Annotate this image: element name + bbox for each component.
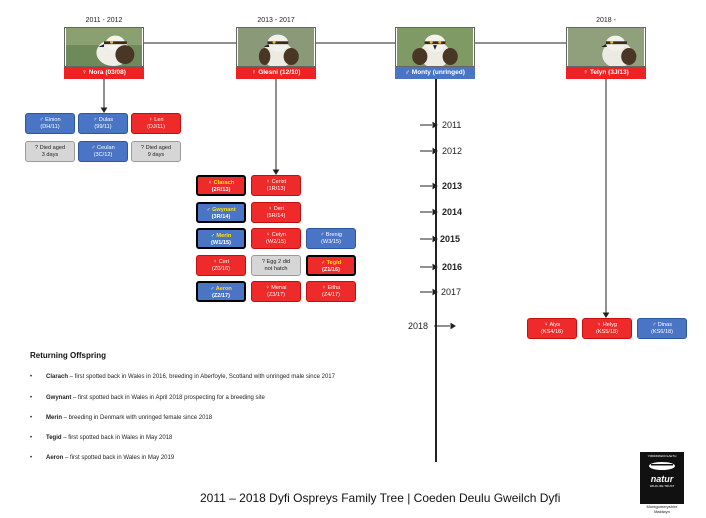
note-text: – first spotted back in Wales in April 2018 prospecting for a breeding site bbox=[71, 395, 265, 401]
chick-aeron bbox=[196, 281, 246, 302]
chick-ring: (W1/15) bbox=[211, 240, 231, 246]
note-name: Tegid bbox=[46, 435, 62, 441]
chick-ring: (2R/13) bbox=[211, 187, 231, 193]
chick-name: Dinas bbox=[657, 322, 673, 328]
chick-menai bbox=[251, 281, 301, 302]
chick-name: Ceulan bbox=[97, 145, 115, 151]
chick-ring: (99/11) bbox=[94, 124, 112, 130]
chick-name: Leri bbox=[154, 117, 164, 123]
chick-name: Menai bbox=[271, 285, 287, 291]
chick-sex: ♀ bbox=[543, 322, 549, 328]
chick-ring: (W3/15) bbox=[321, 239, 341, 245]
chick-name: Merin bbox=[216, 233, 232, 239]
note-text: – first spotted back in Wales in 2016, breeding in Aberfoyle, Scotland with unringed male since 2017 bbox=[68, 374, 335, 380]
logo-caption-line1: Montgomeryshire bbox=[646, 504, 678, 509]
period-glesni: 2013 - 2017 bbox=[257, 17, 295, 24]
chick-name: Dulas bbox=[98, 117, 114, 123]
badger-icon bbox=[647, 460, 677, 470]
chick-ring: 3 days bbox=[41, 152, 59, 158]
chick-name: Deri bbox=[273, 206, 285, 212]
timeline-year-2012: 2012 bbox=[442, 146, 463, 156]
chick-sex: ♀ bbox=[596, 322, 602, 328]
footer-title: 2011 – 2018 Dyfi Ospreys Family Tree | Coeden Deulu Gweilch Dyfi bbox=[200, 491, 561, 505]
note-name: Aeron bbox=[46, 455, 64, 461]
osprey-photo-telyn bbox=[566, 27, 646, 67]
chick-name: Tegid bbox=[326, 260, 342, 266]
bullet: • bbox=[30, 374, 33, 380]
period-telyn: 2018 - bbox=[596, 17, 616, 24]
note-clarach bbox=[30, 374, 335, 380]
osprey-photo-glesni bbox=[236, 27, 316, 67]
logo-word: natur bbox=[650, 474, 674, 484]
chick-ceri bbox=[196, 255, 246, 276]
chick-gwynant bbox=[196, 202, 246, 223]
chick-sex: ♂ bbox=[206, 207, 211, 213]
chick-name: Brenig bbox=[325, 232, 342, 238]
chick-ring: (W2/15) bbox=[266, 239, 286, 245]
chick-eitha bbox=[306, 281, 356, 302]
chick-ring: not hatch bbox=[264, 266, 288, 272]
osprey-photo-nora bbox=[64, 27, 144, 67]
chick-sex: ♀ bbox=[207, 180, 213, 186]
bullet: • bbox=[30, 455, 33, 461]
chick-helyg bbox=[582, 318, 632, 339]
chick-ring: (KS5/18) bbox=[595, 329, 619, 335]
wildlife-trust-logo bbox=[640, 452, 684, 504]
chick-sex: ♀ bbox=[321, 285, 326, 291]
chick-name: Einion bbox=[45, 117, 61, 123]
chick-ring: (1R/13) bbox=[266, 186, 286, 192]
timeline-year-2011: 2011 bbox=[442, 120, 462, 130]
chick-sex: ♂ bbox=[91, 145, 96, 151]
logo-caption-line2: Maldwyn bbox=[654, 509, 670, 514]
chick-sex: ♂ bbox=[92, 117, 98, 123]
chick-name: Eitha bbox=[327, 285, 341, 291]
returning-offspring-heading: Returning Offspring bbox=[30, 351, 106, 360]
chick-ring: (KS6/18) bbox=[650, 329, 674, 335]
note-text: – breeding in Denmark with unringed female since 2018 bbox=[62, 415, 213, 421]
chick-merin bbox=[196, 228, 246, 249]
chick-name: Alys bbox=[549, 322, 561, 328]
chick-sex: ? bbox=[34, 145, 39, 151]
chick-name: Aeron bbox=[215, 286, 232, 292]
bullet: • bbox=[30, 435, 33, 441]
logo-text-top: YMDDIRIEDOLAETH bbox=[647, 454, 677, 458]
chick-sex: ♀ bbox=[265, 285, 270, 291]
chick-sex: ♂ bbox=[320, 232, 325, 238]
chick-name: Gwynant bbox=[212, 207, 236, 213]
chick-ring: (KS4/18) bbox=[540, 329, 564, 335]
chick-alys bbox=[527, 318, 577, 339]
chick-name: Died aged bbox=[145, 145, 172, 151]
note-name: Merin bbox=[46, 415, 63, 421]
chick-name: Clarach bbox=[213, 180, 235, 186]
note-aeron bbox=[30, 455, 174, 461]
note-name: Gwynant bbox=[46, 395, 72, 401]
chick-dinas bbox=[637, 318, 687, 339]
chick-ring: (3C/12) bbox=[93, 152, 113, 158]
chick-ring: (3R/14) bbox=[211, 214, 231, 220]
note-merin bbox=[30, 415, 212, 421]
chick-ring: (DJ/11) bbox=[147, 124, 165, 130]
timeline-year-2014: 2014 bbox=[442, 207, 463, 217]
chick-name: Cerist bbox=[271, 179, 287, 185]
logo-caption bbox=[636, 504, 688, 514]
timeline-year-2018: 2018 bbox=[408, 321, 429, 331]
chick-ring: (Z1/16) bbox=[321, 267, 341, 273]
chick-ring: (Z4/17) bbox=[321, 292, 341, 298]
parent-telyn-label: ♀ Telyn (3J/13) bbox=[566, 67, 646, 79]
osprey-photo-monty bbox=[395, 27, 475, 67]
chick-sex: ♀ bbox=[267, 206, 273, 212]
chick-einion bbox=[25, 113, 75, 134]
chick-tegid bbox=[306, 255, 356, 276]
bullet: • bbox=[30, 415, 33, 421]
logo-text-bottom: WILDLIFE TRUST bbox=[649, 484, 675, 488]
chick-sex: ♂ bbox=[651, 322, 657, 328]
chick-ring: (5R/14) bbox=[266, 213, 286, 219]
chick-dulas bbox=[78, 113, 128, 134]
note-gwynant bbox=[30, 395, 265, 401]
chick-sex: ♀ bbox=[265, 179, 271, 185]
chick-name: Helyg bbox=[602, 322, 618, 328]
period-nora: 2011 - 2012 bbox=[85, 17, 123, 24]
chick-ceulan bbox=[78, 141, 128, 162]
timeline-year-2016: 2016 bbox=[442, 262, 463, 272]
chick-died-3-days bbox=[25, 141, 75, 162]
note-tegid bbox=[30, 435, 172, 441]
chick-sex: ♀ bbox=[265, 232, 271, 238]
chick-sex: ♂ bbox=[320, 260, 326, 266]
chick-leri bbox=[131, 113, 181, 134]
chick-sex: ♀ bbox=[212, 259, 218, 265]
chick-sex: ♂ bbox=[210, 233, 215, 239]
chick-clarach bbox=[196, 175, 246, 196]
chick-ring: (DH/11) bbox=[40, 124, 60, 130]
chick-died-9-days bbox=[131, 141, 181, 162]
note-name: Clarach bbox=[46, 374, 69, 380]
parent-glesni-label: ♀ Glesni (12/10) bbox=[236, 67, 316, 79]
chick-deri bbox=[251, 202, 301, 223]
chick-egg-not-hatched bbox=[251, 255, 301, 276]
parent-nora-label: ♀ Nora (03/08) bbox=[64, 67, 144, 79]
chick-name: Celyn bbox=[271, 232, 287, 238]
chick-sex: ♂ bbox=[210, 286, 215, 292]
chick-brenig bbox=[306, 228, 356, 249]
chick-celyn bbox=[251, 228, 301, 249]
chick-ring: (Z0/16) bbox=[211, 266, 231, 272]
note-text: – first spotted back in Wales in May 2019 bbox=[63, 455, 175, 461]
chick-sex: ♂ bbox=[39, 117, 44, 123]
timeline-year-2013: 2013 bbox=[442, 181, 463, 191]
chick-name: Egg 2 did bbox=[266, 259, 291, 265]
chick-cerist bbox=[251, 175, 301, 196]
chick-sex: ? bbox=[261, 259, 265, 265]
chick-name: Died aged bbox=[39, 145, 66, 151]
timeline-year-2017: 2017 bbox=[441, 287, 462, 297]
timeline-year-2015: 2015 bbox=[440, 234, 461, 244]
bullet: • bbox=[30, 395, 33, 401]
chick-name: Ceri bbox=[218, 259, 230, 265]
note-text: – first spotted back in Wales in May 2018 bbox=[61, 435, 173, 441]
chick-sex: ♀ bbox=[148, 117, 153, 123]
parent-monty-label: ♂ Monty (unringed) bbox=[395, 67, 475, 79]
chick-ring: 9 days bbox=[147, 152, 165, 158]
chick-sex: ? bbox=[140, 145, 145, 151]
chick-ring: (Z2/17) bbox=[211, 293, 231, 299]
chick-ring: (Z3/17) bbox=[266, 292, 286, 298]
